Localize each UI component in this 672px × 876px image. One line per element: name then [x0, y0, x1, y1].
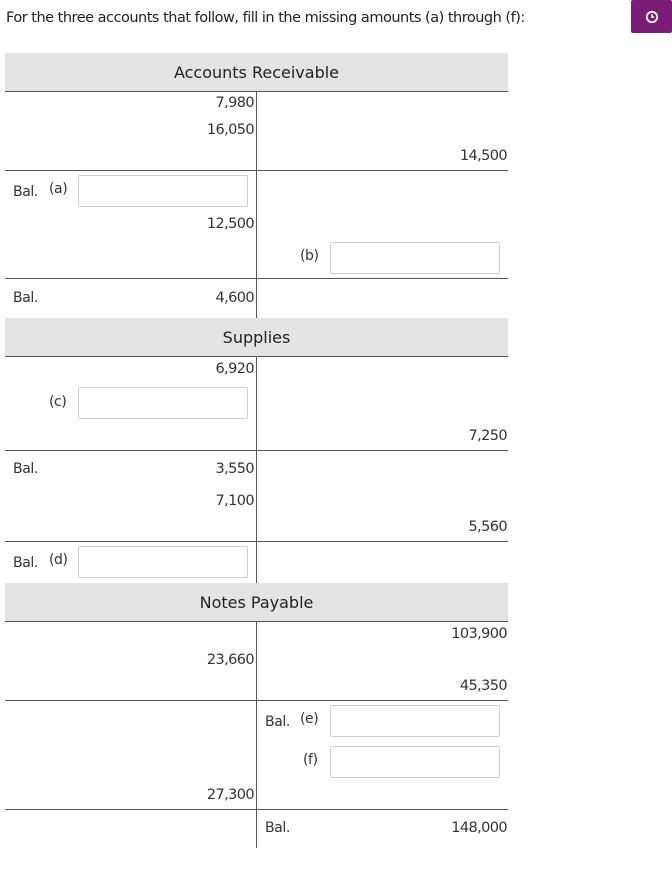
np-bal2-label: Bal. [265, 820, 290, 836]
answer-input-e[interactable] [330, 705, 500, 737]
answer-input-c[interactable] [78, 387, 248, 419]
sup-bal-label: Bal. [13, 461, 38, 477]
np-credit-2: 45,350 [459, 678, 507, 694]
np-credit-1: 103,900 [451, 626, 507, 642]
sup-debit-1: 6,920 [215, 361, 254, 377]
notes-payable-header [5, 583, 508, 621]
ar-subtotal-rule-1 [5, 170, 508, 171]
sup-center-rule [256, 356, 257, 583]
accounts-receivable-header [5, 53, 508, 91]
sup-subtotal-rule-2 [5, 541, 508, 542]
accounts-receivable-title: Accounts Receivable [173, 62, 340, 82]
ar-label-b: (b) [300, 248, 319, 264]
sup-bal2-label: Bal. [13, 555, 38, 571]
sup-debit-2: 3,550 [215, 461, 254, 477]
sup-debit-3: 7,100 [215, 493, 254, 509]
ar-center-rule [256, 91, 257, 318]
ar-bal2-label: Bal. [13, 290, 38, 306]
ar-debit-1: 7,980 [215, 95, 254, 111]
clock-icon [645, 10, 659, 24]
sup-subtotal-rule-1 [5, 450, 508, 451]
sup-credit-1: 7,250 [468, 428, 507, 444]
ar-debit-2: 16,050 [206, 122, 254, 138]
np-credit-balance: 148,000 [451, 820, 507, 836]
np-debit-2: 27,300 [206, 787, 254, 803]
ar-bal-label: Bal. [13, 184, 38, 200]
np-subtotal-rule-1 [5, 700, 508, 701]
supplies-title: Supplies [222, 327, 291, 347]
ar-subtotal-rule-2 [5, 278, 508, 279]
ar-label-a: (a) [49, 181, 68, 197]
supplies-header [5, 318, 508, 356]
np-label-f: (f) [303, 752, 318, 768]
ar-credit-1: 14,500 [459, 148, 507, 164]
instruction-text: For the three accounts that follow, fill in the missing amounts (a) through (f): [6, 10, 525, 26]
answer-input-f[interactable] [330, 746, 500, 778]
np-center-rule [256, 621, 257, 848]
np-bal-label: Bal. [265, 714, 290, 730]
np-subtotal-rule-2 [5, 809, 508, 810]
answer-input-a[interactable] [78, 175, 248, 207]
answer-input-d[interactable] [78, 546, 248, 578]
ar-debit-balance: 4,600 [215, 290, 254, 306]
answer-input-b[interactable] [330, 242, 500, 274]
np-label-e: (e) [300, 711, 319, 727]
sup-label-c: (c) [49, 394, 67, 410]
sup-label-d: (d) [49, 552, 68, 568]
np-debit-1: 23,660 [206, 652, 254, 668]
timer-badge-button[interactable] [631, 0, 672, 33]
sup-credit-2: 5,560 [468, 519, 507, 535]
notes-payable-title: Notes Payable [199, 592, 314, 612]
ar-debit-3: 12,500 [206, 216, 254, 232]
